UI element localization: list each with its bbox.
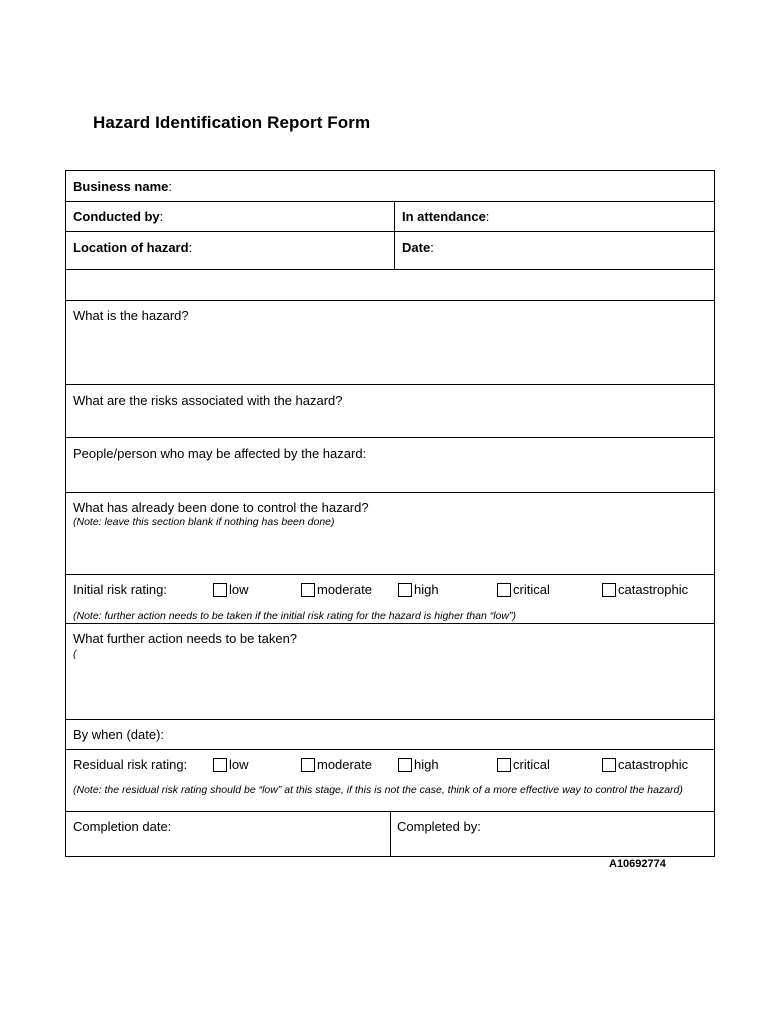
initial-risk-low-label: low	[229, 582, 249, 597]
what-is-hazard-label: What is the hazard?	[73, 308, 189, 323]
residual-risk-critical-checkbox[interactable]	[497, 758, 511, 772]
initial-risk-catastrophic-label: catastrophic	[618, 582, 689, 597]
location-of-hazard-label[interactable]: Location of hazard:	[73, 240, 193, 255]
residual-risk-note: (Note: the residual risk rating should be “low” at this stage, if this is not the case, think of a more effective way to control the hazard)	[73, 784, 683, 796]
residual-risk-high-checkbox[interactable]	[398, 758, 412, 772]
initial-risk-label: Initial risk rating:	[73, 582, 167, 597]
initial-risk-high-checkbox[interactable]	[398, 583, 412, 597]
blank-row[interactable]	[66, 270, 714, 301]
people-affected-label: People/person who may be affected by the hazard:	[73, 446, 367, 461]
form-title: Hazard Identification Report Form	[93, 113, 371, 132]
further-action-row[interactable]	[66, 624, 714, 720]
date-label[interactable]: Date:	[402, 240, 434, 255]
column-divider	[394, 202, 395, 231]
initial-risk-catastrophic-checkbox[interactable]	[602, 583, 616, 597]
initial-risk-moderate-checkbox[interactable]	[301, 583, 315, 597]
by-when-row[interactable]	[66, 720, 714, 750]
residual-risk-label: Residual risk rating:	[73, 757, 188, 772]
column-divider	[394, 232, 395, 269]
residual-risk-catastrophic-label: catastrophic	[618, 757, 689, 772]
business-name-row[interactable]	[66, 171, 714, 202]
initial-risk-high-label: high	[414, 582, 439, 597]
people-affected-row[interactable]	[66, 438, 714, 493]
document-id: A10692774	[609, 858, 666, 870]
further-action-paren: (	[73, 648, 77, 660]
further-action-label: What further action needs to be taken?	[73, 631, 298, 646]
initial-risk-critical-checkbox[interactable]	[497, 583, 511, 597]
residual-risk-high-label: high	[414, 757, 439, 772]
residual-risk-low-label: low	[229, 757, 249, 772]
residual-risk-critical-label: critical	[513, 757, 550, 772]
conducted-by-label[interactable]: Conducted by:	[73, 209, 164, 224]
completed-by-label[interactable]: Completed by:	[397, 819, 481, 834]
initial-risk-moderate-label: moderate	[317, 582, 372, 597]
conducted-by-row	[66, 202, 714, 232]
initial-risk-critical-label: critical	[513, 582, 550, 597]
hazard-description-row[interactable]	[66, 301, 714, 385]
residual-risk-catastrophic-checkbox[interactable]	[602, 758, 616, 772]
already-done-note: (Note: leave this section blank if nothing has been done)	[73, 516, 335, 528]
risks-label: What are the risks associated with the hazard?	[73, 393, 343, 408]
column-divider	[390, 812, 391, 857]
risks-row[interactable]	[66, 385, 714, 438]
initial-risk-note: (Note: further action needs to be taken if the initial risk rating for the hazard is higher than “low”)	[73, 610, 516, 622]
residual-risk-low-checkbox[interactable]	[213, 758, 227, 772]
by-when-label: By when (date):	[73, 727, 165, 742]
residual-risk-row	[66, 750, 714, 812]
hazard-form	[65, 170, 715, 857]
initial-risk-low-checkbox[interactable]	[213, 583, 227, 597]
residual-risk-moderate-label: moderate	[317, 757, 372, 772]
completion-row	[66, 812, 714, 857]
already-done-row[interactable]	[66, 493, 714, 575]
location-row	[66, 232, 714, 270]
completion-date-label[interactable]: Completion date:	[73, 819, 172, 834]
already-done-label: What has already been done to control the hazard?	[73, 500, 369, 515]
business-name-label: Business name:	[73, 179, 172, 194]
initial-risk-row	[66, 575, 714, 624]
in-attendance-label[interactable]: In attendance:	[402, 209, 490, 224]
residual-risk-moderate-checkbox[interactable]	[301, 758, 315, 772]
